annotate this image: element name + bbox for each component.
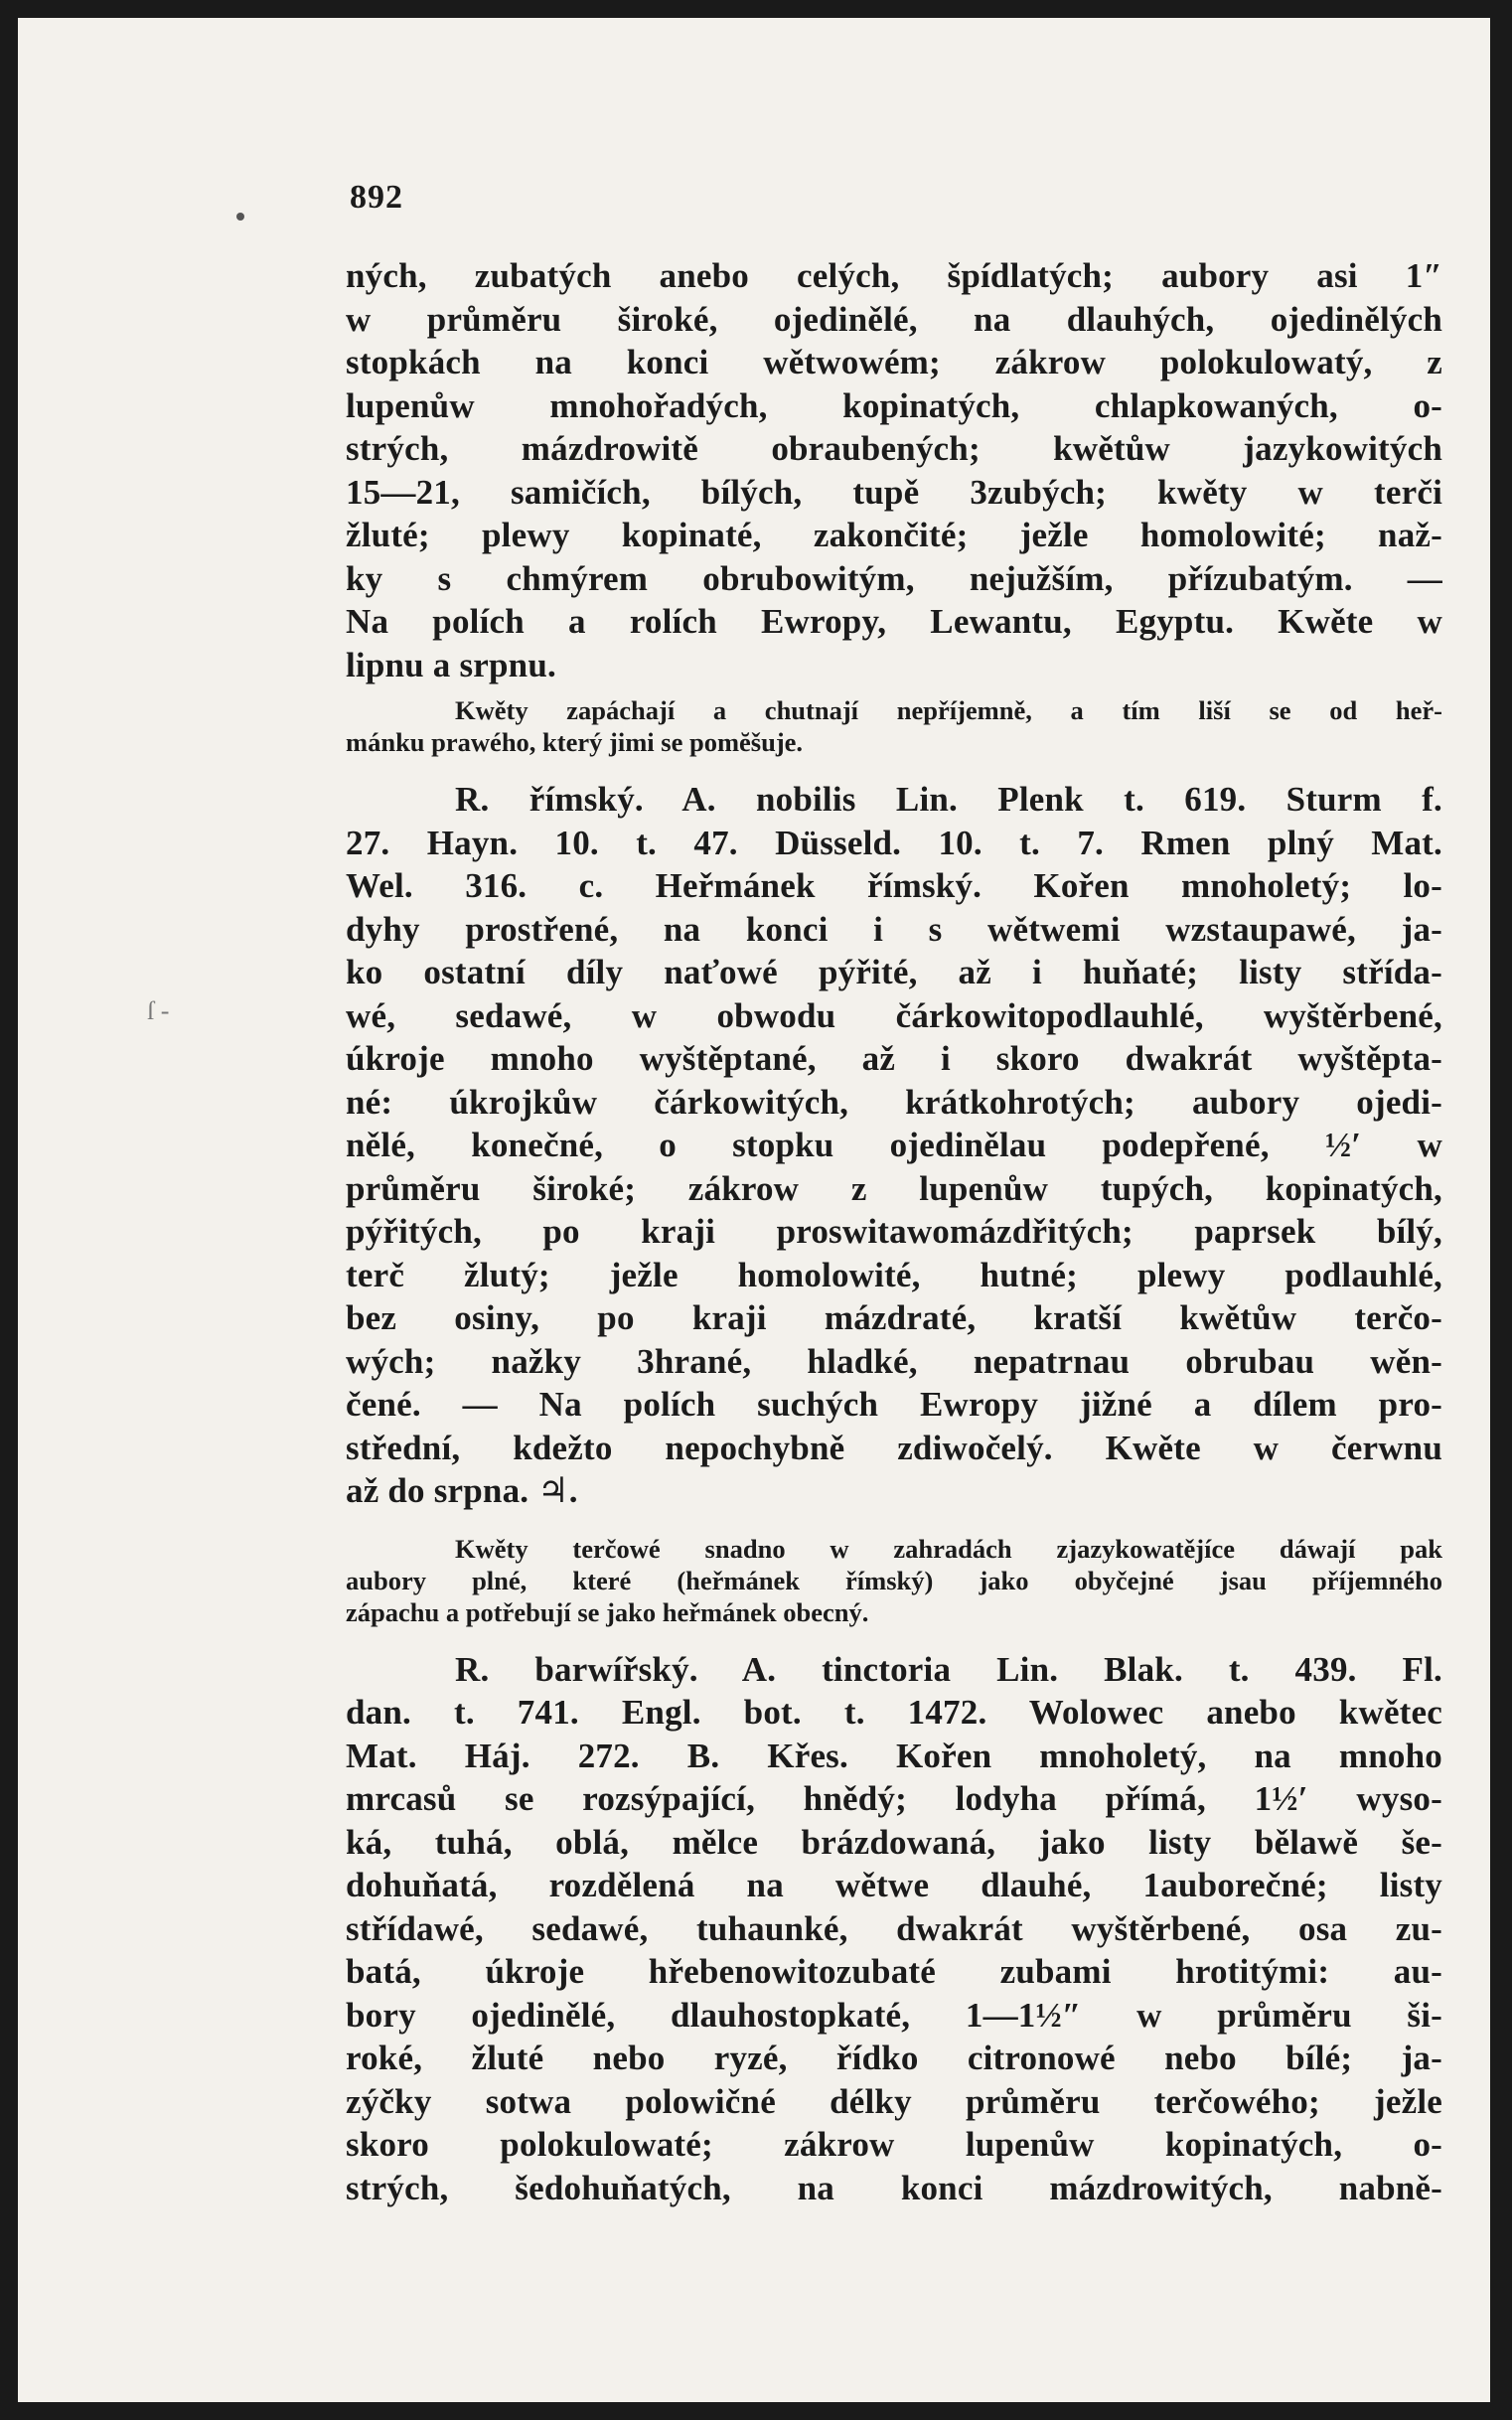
text-line: dyhy prostřené, na konci i s wětwemi wzstaupawé, ja- <box>346 909 1442 949</box>
text-line: bory ojedinělé, dlauhostopkaté, 1—1½″ w průměru ši- <box>346 1995 1442 2035</box>
text-line: Wel. 316. c. Heřmánek římský. Kořen mnoholetý; lo- <box>346 866 1442 905</box>
note-line: mánku prawého, který jimi se pomĕšuje. <box>346 727 804 757</box>
text-line: roké, žluté nebo ryzé, řídko citronowé nebo bílé; ja- <box>346 2039 1442 2077</box>
text-line: wé, sedawé, w obwodu čárkowitopodlauhlé, wyštěrbené, <box>346 995 1442 1035</box>
note-2 <box>346 1533 1442 1628</box>
text-line: ky s chmýrem obrubowitým, nejužším, přízubatým. — <box>346 558 1442 598</box>
text-line: střední, kdežto nepochybně zdiwočelý. Kwěte w čerwnu <box>346 1428 1442 1467</box>
note-line: zápachu a potřebují se jako heřmánek obecný. <box>346 1596 869 1627</box>
text-line: žluté; plewy kopinaté, zakončité; ježle homolowité; naž- <box>346 516 1442 554</box>
text-line: průměru široké; zákrow z lupenůw tupých, kopinatých, <box>346 1168 1442 1208</box>
paragraph-3 <box>346 1648 1442 2210</box>
text-line: 15—21, samičích, bílých, tupě 3zubých; kwěty w terči <box>346 472 1442 512</box>
text-line: stopkách na konci wětwowém; zákrow polokulowatý, z <box>346 343 1442 381</box>
text-line: ných, zubatých anebo celých, špídlatých; aubory asi 1″ <box>346 256 1442 295</box>
text-line: strých, šedohuňatých, na konci mázdrowitých, nabně- <box>346 2168 1442 2207</box>
text-line: strých, mázdrowitě obraubených; kwětůw jazykowitých <box>346 429 1442 468</box>
text-line: Mat. Háj. 272. B. Křes. Kořen mnoholetý, na mnoho <box>346 1736 1442 1775</box>
paragraph-1 <box>346 254 1442 686</box>
note-line: aubory plné, které (heřmánek římský) jako obyčejné jsau příjemného <box>346 1565 1442 1595</box>
text-line: bez osiny, po kraji mázdraté, kratší kwětůw terčo- <box>346 1298 1442 1337</box>
text-line: lupenůw mnohořadých, kopinatých, chlapkowaných, o- <box>346 385 1442 425</box>
text-line: úkroje mnoho wyštěptané, až i skoro dwakrát wyštěpta- <box>346 1039 1442 1078</box>
text-line: né: úkrojkůw čárkowitých, krátkohrotých; aubory ojedi- <box>346 1082 1442 1122</box>
text-line: skoro polokulowaté; zákrow lupenůw kopinatých, o- <box>346 2125 1442 2164</box>
text-line: dan. t. 741. Engl. bot. t. 1472. Wolowec anebo kwětec <box>346 1693 1442 1732</box>
text-line: ká, tuhá, oblá, mělce brázdowaná, jako listy bělawě še- <box>346 1822 1442 1862</box>
text-line: R. barwířský. A. tinctoria Lin. Blak. t. 439. Fl. <box>455 1649 1442 1689</box>
text-line: dohuňatá, rozdělená na wětwe dlauhé, 1auborečné; listy <box>346 1866 1442 1904</box>
text-line: pýřitých, po kraji proswitawomázdřitých; paprsek bílý, <box>346 1212 1442 1251</box>
text-line: mrcasů se rozsýpající, hnědý; lodyha přímá, 1½′ wyso- <box>346 1779 1442 1818</box>
note-line: Kwěty terčowé snadno w zahradách zjazykowatějíce dáwají pak <box>455 1533 1442 1564</box>
text-line: čené. — Na polích suchých Ewropy jižné a dílem pro- <box>346 1385 1442 1424</box>
text-line: nělé, konečné, o stopku ojedinělau podepřené, ½′ w <box>346 1126 1442 1164</box>
note-1 <box>346 694 1442 758</box>
text-line: R. římský. A. nobilis Lin. Plenk t. 619. Sturm f. <box>455 780 1442 819</box>
text-line: až do srpna. ♃. <box>346 1471 578 1510</box>
text-line: batá, úkroje hřebenowitozubaté zubami hrotitými: au- <box>346 1952 1442 1991</box>
book-page <box>18 18 1490 2402</box>
text-line: ko ostatní díly naťowé pýřité, až i huňaté; listy střída- <box>346 953 1442 991</box>
note-line: Kwěty zapáchají a chutnají nepříjemně, a tím liší se od heř- <box>455 695 1442 725</box>
text-line: w průměru široké, ojedinělé, na dlauhých, ojedinělých <box>346 299 1442 339</box>
paragraph-2 <box>346 778 1442 1513</box>
text-line: Na polích a rolích Ewropy, Lewantu, Egyptu. Kwěte w <box>346 602 1442 641</box>
text-line: zýčky sotwa polowičné délky průměru terčowého; ježle <box>346 2081 1442 2121</box>
margin-dot <box>236 213 244 221</box>
text-line: 27. Hayn. 10. t. 47. Düsseld. 10. t. 7. Rmen plný Mat. <box>346 823 1442 862</box>
text-line: střídawé, sedawé, tuhaunké, dwakrát wyštěrbené, osa zu- <box>346 1908 1442 1948</box>
text-line: lipnu a srpnu. <box>346 645 556 684</box>
text-line: terč žlutý; ježle homolowité, hutné; plewy podlauhlé, <box>346 1255 1442 1294</box>
margin-mark: ſ - <box>147 996 170 1025</box>
text-line: wých; nažky 3hrané, hladké, nepatrnau obrubau wěn- <box>346 1341 1442 1381</box>
page-number: 892 <box>350 179 403 216</box>
page-text <box>346 254 1442 2209</box>
